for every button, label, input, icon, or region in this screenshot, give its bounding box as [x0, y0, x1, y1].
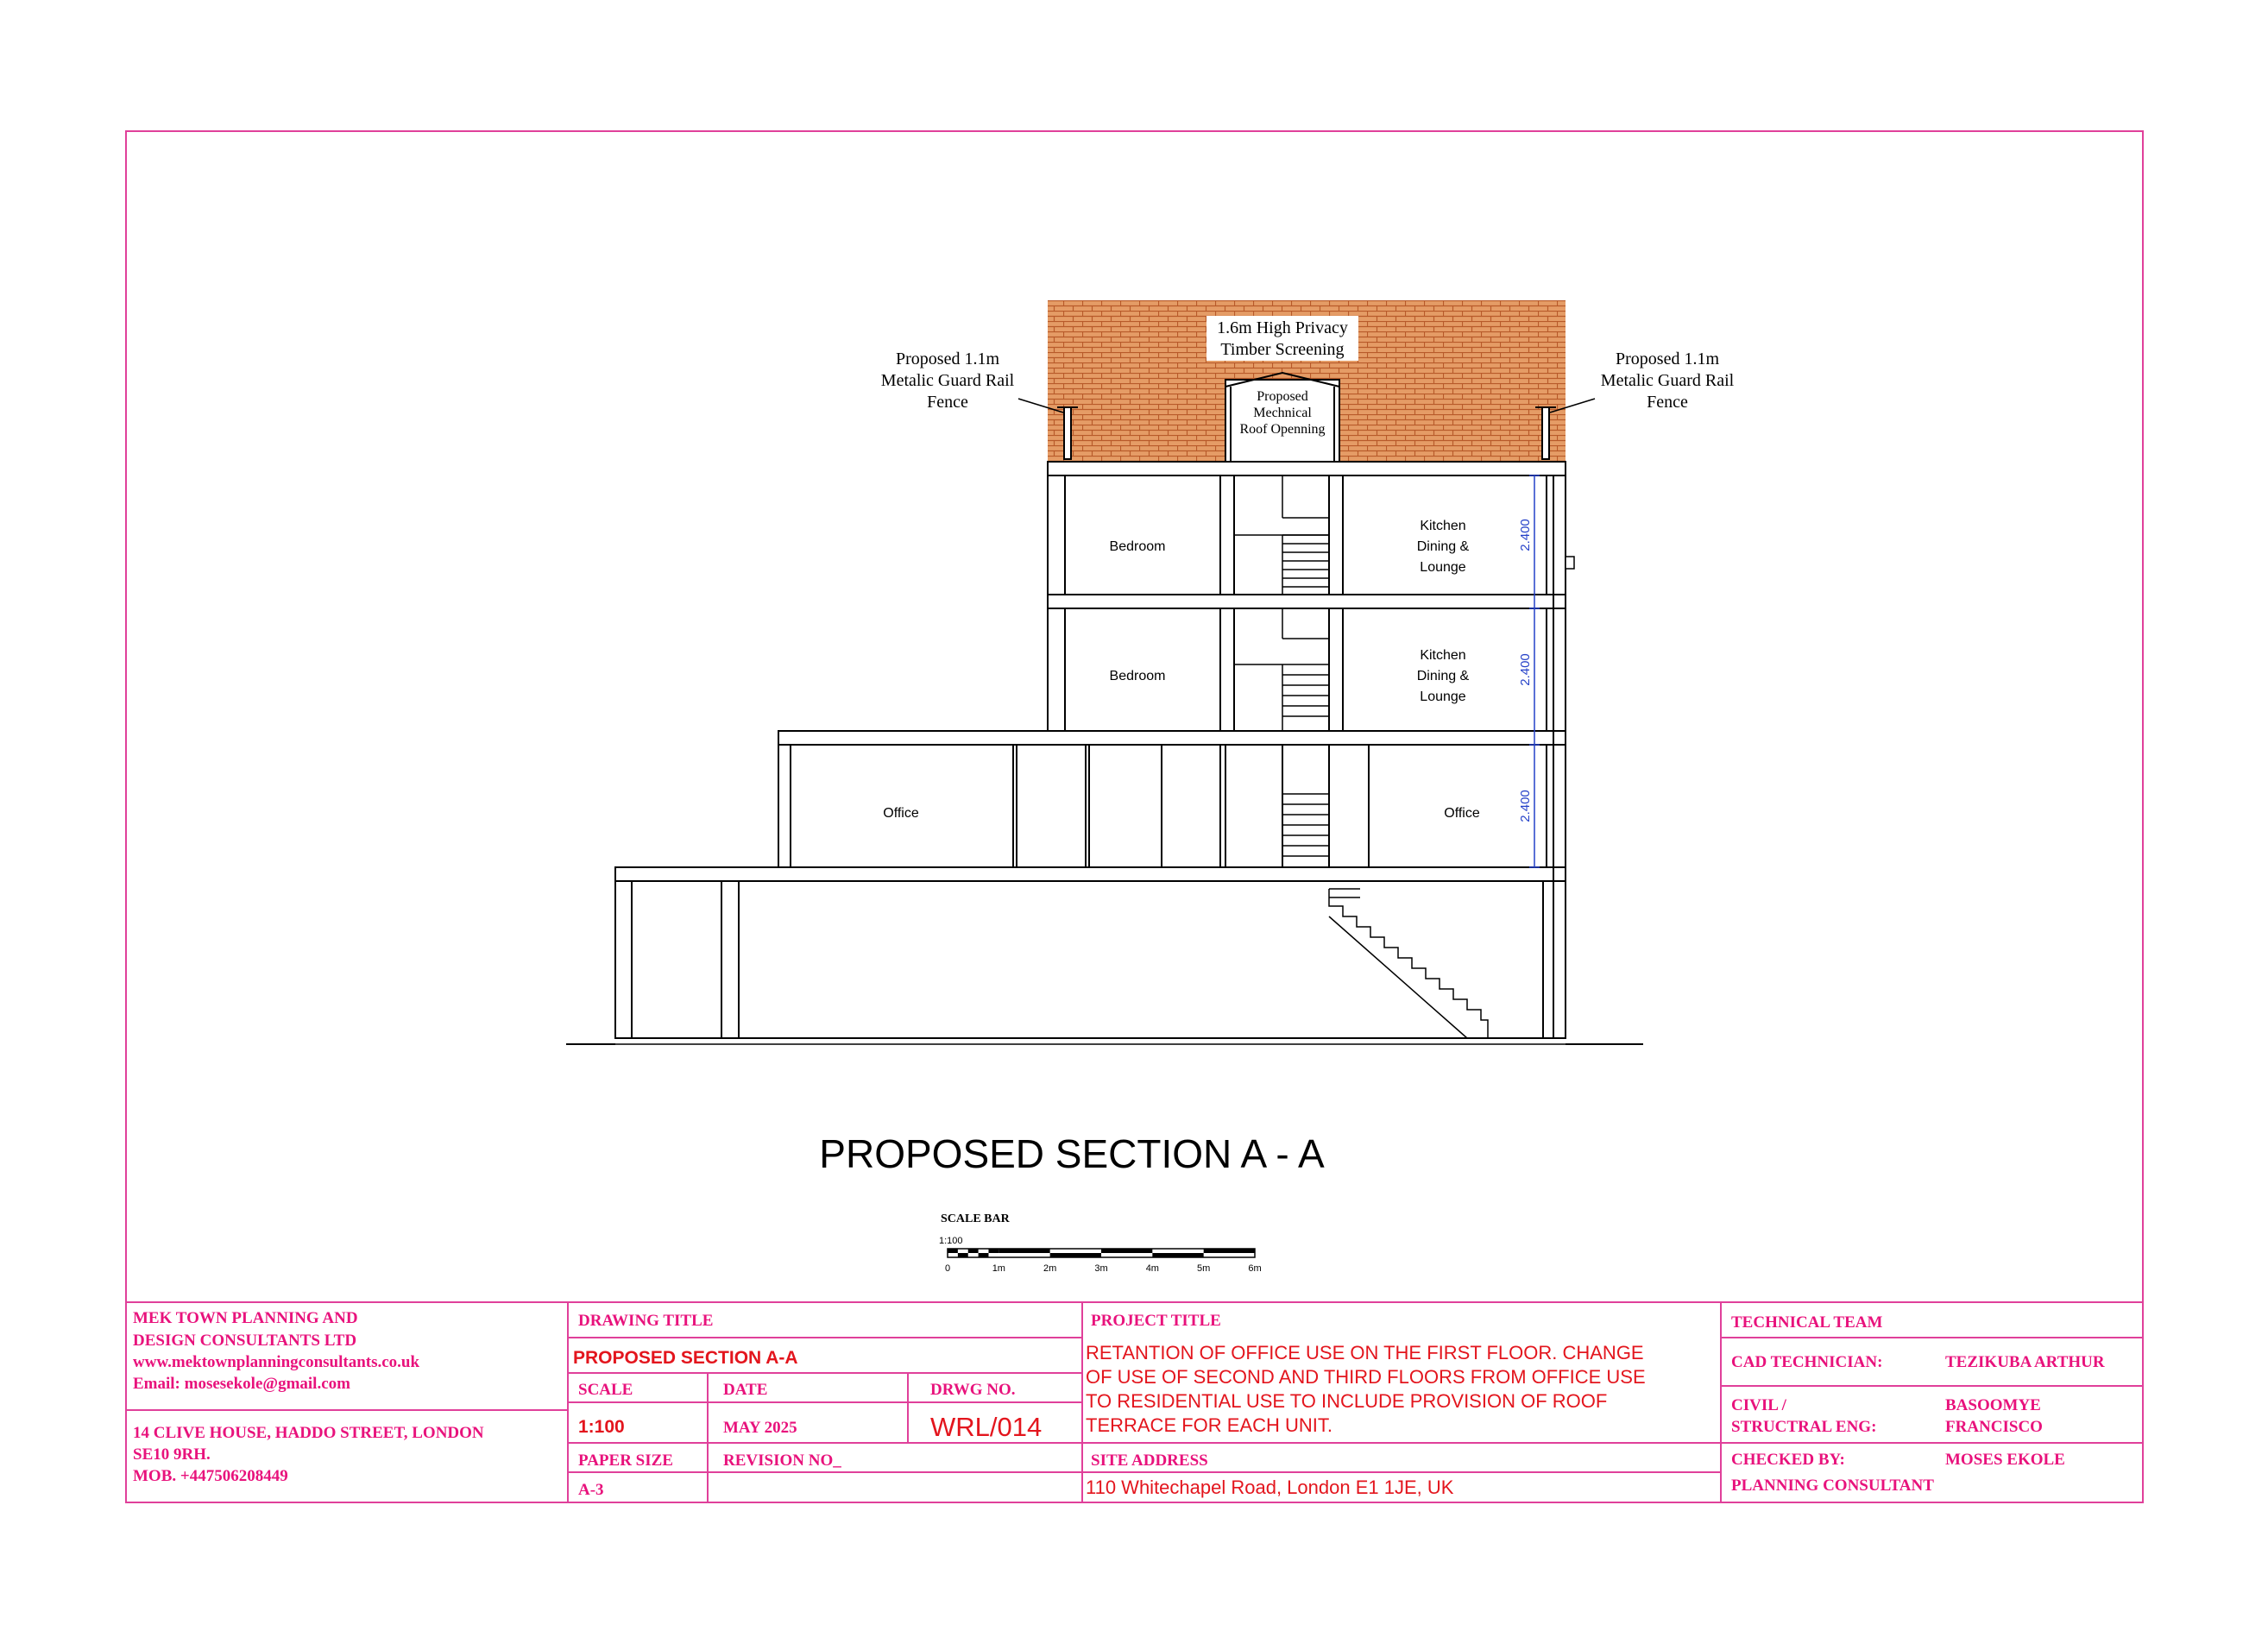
roof-opening-label-2: Mechnical — [1253, 406, 1312, 420]
scale-bar — [939, 1212, 1262, 1274]
scale-bar-segment — [1204, 1249, 1255, 1253]
company-name-2: DESIGN CONSULTANTS LTD — [133, 1332, 357, 1350]
rail-left-label-2: Metalic Guard Rail — [880, 371, 1015, 390]
privacy-screen-label-2: Timber Screening — [1220, 340, 1345, 359]
room-third-kitchen-2: Dining & — [1416, 539, 1470, 554]
planning-consultant-label: PLANNING CONSULTANT — [1731, 1477, 1934, 1495]
privacy-screen-label-1: 1.6m High Privacy — [1217, 318, 1348, 337]
scale-bar-title: SCALE BAR — [941, 1212, 1010, 1225]
scale-bar-ratio: 1:100 — [939, 1236, 963, 1246]
drawing-title-value: PROPOSED SECTION A-A — [573, 1348, 798, 1368]
rail-left-label-3: Fence — [927, 393, 968, 412]
room-second-kitchen-1: Kitchen — [1420, 648, 1466, 663]
site-address-value: 110 Whitechapel Road, London E1 1JE, UK — [1086, 1477, 1454, 1498]
building-section — [566, 300, 1643, 1044]
room-second-kitchen-2: Dining & — [1416, 669, 1470, 683]
civil-eng-value-2: FRANCISCO — [1945, 1418, 2043, 1436]
scale-bar-subdivision — [979, 1253, 989, 1257]
project-title-line-2: OF USE OF SECOND AND THIRD FLOORS FROM OFFICE USE — [1086, 1366, 1646, 1388]
dimension-third-floor: 2.400 — [1518, 519, 1533, 551]
scale-value: 1:100 — [578, 1417, 625, 1437]
scale-bar-tick-label: 3m — [1094, 1263, 1108, 1274]
drwg-no-label: DRWG NO. — [930, 1381, 1016, 1399]
project-title-line-1: RETANTION OF OFFICE USE ON THE FIRST FLOOR. CHANGE — [1086, 1342, 1644, 1363]
rail-right-label-1: Proposed 1.1m — [1616, 350, 1719, 368]
rail-right-label-2: Metalic Guard Rail — [1600, 371, 1735, 390]
drawing-title-label: DRAWING TITLE — [578, 1312, 714, 1330]
technical-team-label: TECHNICAL TEAM — [1731, 1313, 1883, 1332]
scale-bar-segment — [1152, 1253, 1203, 1257]
dimension-second-floor: 2.400 — [1518, 653, 1533, 686]
scale-bar-subdivision — [948, 1249, 958, 1253]
company-mobile: MOB. +447506208449 — [133, 1467, 288, 1485]
rail-right-label-3: Fence — [1647, 393, 1688, 412]
room-third-kitchen-1: Kitchen — [1420, 519, 1466, 533]
roof-opening-label-3: Roof Openning — [1239, 422, 1326, 437]
scale-bar-tick-label: 4m — [1145, 1263, 1159, 1274]
date-value: MAY 2025 — [723, 1419, 797, 1437]
scale-bar-segment — [1050, 1253, 1101, 1257]
drwg-no-value: WRL/014 — [930, 1412, 1043, 1442]
company-name-1: MEK TOWN PLANNING AND — [133, 1309, 358, 1327]
section-title: PROPOSED SECTION A - A — [819, 1131, 1325, 1176]
civil-eng-label-1: CIVIL / — [1731, 1396, 1786, 1414]
civil-eng-value-1: BASOOMYE — [1945, 1396, 2041, 1414]
company-email[interactable]: Email: mosesekole@gmail.com — [133, 1375, 350, 1393]
scale-bar-subdivision — [988, 1249, 999, 1253]
scale-bar-tick-label: 5m — [1197, 1263, 1211, 1274]
revision-label: REVISION NO_ — [723, 1452, 841, 1470]
room-first-office-left: Office — [883, 806, 919, 821]
checked-by-label: CHECKED BY: — [1731, 1451, 1845, 1469]
scale-bar-subdivision — [958, 1253, 968, 1257]
scale-bar-segment — [1101, 1249, 1152, 1253]
room-third-kitchen-3: Lounge — [1420, 560, 1466, 575]
dimension-first-floor: 2.400 — [1518, 790, 1533, 822]
scale-label: SCALE — [578, 1381, 633, 1399]
room-third-bedroom: Bedroom — [1109, 539, 1166, 554]
company-website[interactable]: www.mektownplanningconsultants.co.uk — [133, 1353, 420, 1371]
project-title-line-4: TERRACE FOR EACH UNIT. — [1086, 1414, 1333, 1436]
site-address-label: SITE ADDRESS — [1091, 1452, 1208, 1470]
scale-bar-tick-label: 1m — [992, 1263, 1005, 1274]
cad-technician-value: TEZIKUBA ARTHUR — [1945, 1353, 2105, 1371]
roof-opening-label-1: Proposed — [1257, 389, 1308, 404]
scale-bar-tick-label: 0 — [944, 1263, 951, 1274]
paper-size-label: PAPER SIZE — [578, 1452, 673, 1470]
room-second-kitchen-3: Lounge — [1420, 690, 1466, 704]
date-label: DATE — [723, 1381, 768, 1399]
scale-bar-tick-label: 6m — [1248, 1263, 1262, 1274]
project-title-label: PROJECT TITLE — [1091, 1312, 1221, 1330]
civil-eng-label-2: STRUCTRAL ENG: — [1731, 1418, 1877, 1436]
checked-by-value: MOSES EKOLE — [1945, 1451, 2065, 1469]
company-address-2: SE10 9RH. — [133, 1445, 211, 1464]
room-first-office-right: Office — [1444, 806, 1480, 821]
rail-left-label-1: Proposed 1.1m — [896, 350, 999, 368]
scale-bar-tick-label: 2m — [1043, 1263, 1057, 1274]
cad-technician-label: CAD TECHNICIAN: — [1731, 1353, 1883, 1371]
scale-bar-subdivision — [968, 1249, 979, 1253]
company-address-1: 14 CLIVE HOUSE, HADDO STREET, LONDON — [133, 1424, 484, 1442]
paper-size-value: A-3 — [578, 1481, 604, 1499]
project-title-line-3: TO RESIDENTIAL USE TO INCLUDE PROVISION OF ROOF — [1086, 1390, 1608, 1412]
scale-bar-segment — [999, 1249, 1049, 1253]
room-second-bedroom: Bedroom — [1109, 669, 1166, 683]
